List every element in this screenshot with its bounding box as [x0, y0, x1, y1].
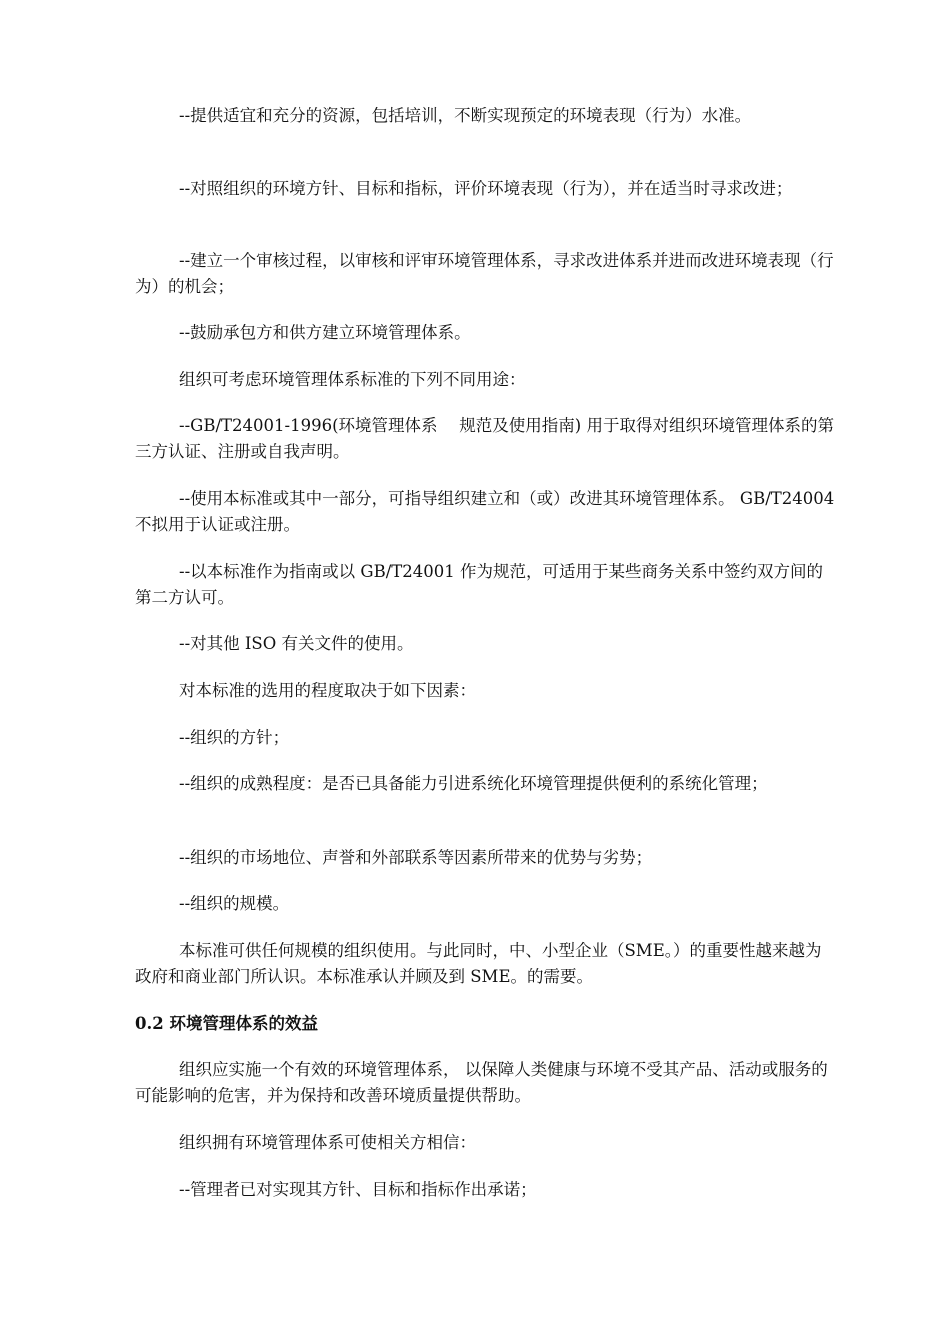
- section-heading: 0.2 环境管理体系的效益: [135, 1014, 318, 1033]
- paragraph-stakeholders: 组织拥有环境管理体系可使相关方相信：: [179, 1133, 476, 1152]
- paragraph-gb-24001: --GB/T24001-1996(环境管理体系 规范及使用指南) 用于取得对组织环境管理体系的第三方认证、注册或自我声明。: [135, 416, 834, 461]
- paragraph-factors-intro: 对本标准的选用的程度取决于如下因素：: [179, 681, 476, 700]
- paragraph-effective-ems: 组织应实施一个有效的环境管理体系， 以保障人类健康与环境不受其产品、活动或服务的可能影响的危害，并为保持和改善环境质量提供帮助。: [135, 1060, 828, 1105]
- paragraph-policy: --组织的方针；: [179, 728, 290, 747]
- paragraph-uses-intro: 组织可考虑环境管理体系标准的下列不同用途：: [179, 370, 526, 389]
- paragraph-evaluate: --对照组织的环境方针、目标和指标，评价环境表现（行为），并在适当时寻求改进；: [179, 179, 793, 198]
- paragraph-iso-docs: --对其他 ISO 有关文件的使用。: [179, 634, 414, 653]
- paragraph-audit: --建立一个审核过程，以审核和评审环境管理体系，寻求改进体系并进而改进环境表现（行为）的机会；: [135, 251, 834, 296]
- paragraph-scale: --组织的规模。: [179, 894, 290, 913]
- paragraph-resources: --提供适宜和充分的资源，包括培训，不断实现预定的环境表现（行为）水准。: [179, 106, 752, 125]
- paragraph-maturity: --组织的成熟程度：是否已具备能力引进系统化环境管理提供便利的系统化管理；: [179, 774, 768, 793]
- paragraph-commitment: --管理者已对实现其方针、目标和指标作出承诺；: [179, 1180, 537, 1199]
- paragraph-use-standard: --使用本标准或其中一部分，可指导组织建立和（或）改进其环境管理体系。 GB/T24004 不拟用于认证或注册。: [135, 489, 835, 534]
- paragraph-guide-spec: --以本标准作为指南或以 GB/T24001 作为规范，可适用于某些商务关系中签约双方间的第二方认可。: [135, 562, 823, 607]
- paragraph-sme: 本标准可供任何规模的组织使用。与此同时，中、小型企业（SME。）的重要性越来越为政府和商业部门所认识。本标准承认并顾及到 SME。的需要。: [135, 941, 822, 986]
- paragraph-market: --组织的市场地位、声誉和外部联系等因素所带来的优势与劣势；: [179, 848, 653, 867]
- paragraph-suppliers: --鼓励承包方和供方建立环境管理体系。: [179, 323, 471, 342]
